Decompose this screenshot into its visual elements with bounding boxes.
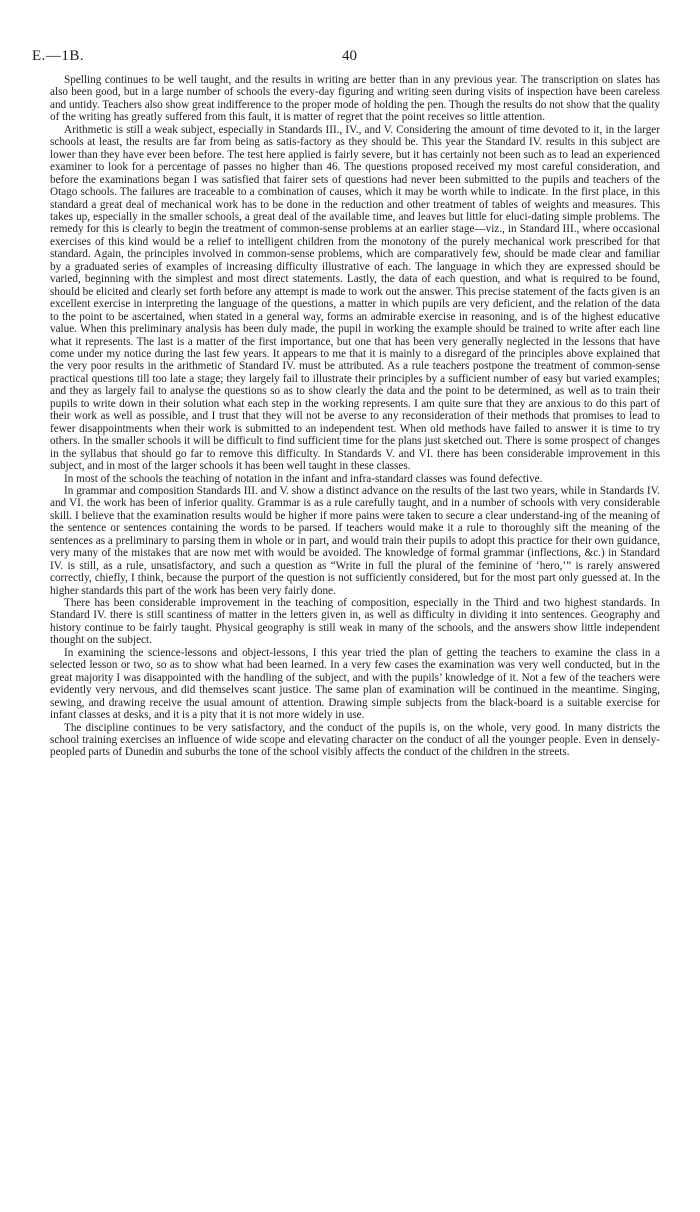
- page-number: 40: [342, 48, 357, 64]
- document-page: [32, 48, 660, 759]
- paragraph-discipline: The discipline continues to be very satisfactory, and the conduct of the pupils is, on the whole, very good. In many districts the school training exercises an influence of wide scope and elevating character on the conduct of all the younger people. Even in densely-peopled parts of Dunedin and suburbs the tone of the school visibly affects the conduct of the children in the streets.: [50, 721, 660, 759]
- report-body: [50, 74, 660, 759]
- paragraph-composition: There has been considerable improvement in the teaching of composition, especially in the Third and two highest standards. In Standard IV. there is still scantiness of matter in the letters given in, as well as difficulty in dividing it into sentences. Geography and history continue to be fairly taught. Physical geography is still weak in many of the schools, and the answers show little independent thought on the subject.: [50, 597, 660, 647]
- paragraph-arithmetic: Arithmetic is still a weak subject, especially in Standards III., IV., and V. Considering the amount of time devoted to it, in the larger schools at least, the results are far from being as satis-factory as they should be. This year the Standard IV. results in this subject are lower than they have ever been before. The test here applied is fairly severe, but it has certainly not been such as to lead an experienced examiner to look for a percentage of passes no higher than 46. The questions proposed received my most careful consideration, and before the examinations began I was satisfied that fairer sets of questions had never been submitted to the pupils and teachers of the Otago schools. The failures are traceable to a combination of causes, which it may be worth while to indicate. In the first place, in this standard a great deal of mechanical work has to be done in the reduction and other treatment of tables of weights and measures. This takes up, especially in the smaller schools, a great deal of the available time, and leaves but little for eluci-dating simple problems. The remedy for this is clearly to begin the treatment of common-sense problems at an earlier stage—viz., in Standard III., where occasional exercises of this kind would be a relief to intelligent children from the monotony of the purely mechanical work prescribed for that standard. Again, the principles involved in common-sense problems, which are comparatively few, should be made clear and familiar by a graduated series of examples of increasing difficulty illustrative of each. The language in which they are expressed should be varied, beginning with the simplest and most direct statements. Lastly, the data of each question, and what is required to be found, should be elicited and clearly set forth before any attempt is made to work out the answer. This precise statement of the facts given is an excellent exercise in interpreting the language of the questions, a matter in which pupils are very deficient, and the relation of the data to the point to be ascertained, when stated in a general way, forms an admirable exercise in reasoning, and is of the highest educative value. When this preliminary analysis has been duly made, the pupil in working the example should be trained to write after each line what it represents. The last is a matter of the first importance, but one that has been very generally neglected in the lessons that have come under my notice during the last few years. It appears to me that it is mainly to a disregard of the principles above explained that the very poor results in the arithmetic of Standard IV. must be attributed. As a rule teachers postpone the treatment of common-sense practical questions till too late a stage; they largely fail to illustrate their principles by a sufficient number of easy but varied examples; and they as largely fail to analyse the questions so as to show clearly the data and the point to be determined, as well as to train their pupils to write down in their solution what each step in the working represents. I am quite sure that they are anxious to do this part of their work as well as possible, and I trust that they will not be averse to any reconsideration of their methods that promises to lead to fewer disappointments when their work is submitted to an independent test. When old methods have failed to answer it is time to try others. In the smaller schools it will be difficult to find sufficient time for the plans just sketched out. There is some prospect of changes in the syllabus that should go far to remove this difficulty. In Standards V. and VI. there has been considerable improvement in this subject, and in most of the larger schools it has been well taught in these classes.: [50, 123, 660, 473]
- page-header: [32, 48, 660, 74]
- paragraph-grammar: In grammar and composition Standards III. and V. show a distinct advance on the results of the last two years, while in Standards IV. and VI. the work has been of inferior quality. Grammar is as a rule carefully taught, and in a number of schools with very considerable skill. I believe that the examination results would be higher if more pains were taken to secure a clear understand-ing of the meaning of the sentence or sentences containing the words to be parsed. If teachers would make it a rule to thoroughly sift the meaning of the sentences as a preliminary to parsing them in whole or in part, and would train their pupils to adopt this practice for their own guidance, very many of the mistakes that are now met with would be avoided. The knowledge of formal grammar (inflections, &c.) in Standard IV. is still, as a rule, unsatisfactory, and such a question as “Write in full the plural of the feminine of ‘hero,’” is rarely answered correctly, chiefly, I think, because the purport of the question is not sufficiently considered, but for the most part only guessed at. In the higher standards this part of the work has been very fairly done.: [50, 484, 660, 597]
- paragraph-notation: In most of the schools the teaching of notation in the infant and infra-standard classes was found defective.: [64, 472, 543, 485]
- series-code: E.—1B.: [32, 48, 85, 64]
- paragraph-spelling: Spelling continues to be well taught, and the results in writing are better than in any previous year. The transcription on slates has also been good, but in a large number of schools the every-day figuring and writing seen during visits of inspection have been careless and untidy. Teachers also show great indifference to the proper mode of holding the pen. Though the results do not show that the quality of the writing has greatly suffered from this fault, it is matter of regret that the point receives so little attention.: [50, 74, 660, 124]
- paragraph-science-lessons: In examining the science-lessons and object-lessons, I this year tried the plan of getting the teachers to examine the class in a selected lesson or two, so as to show what had been learned. In a very few cases the examination was very well conducted, but in the great majority I was disappointed with the handling of the subject, and with the pupils’ knowledge of it. Not a few of the teachers were evidently very nervous, and did themselves scant justice. The same plan of examination will be continued in the meantime. Singing, sewing, and drawing receive the usual amount of attention. Drawing simple subjects from the black-board is a suitable exercise for infant classes at desks, and it is a pity that it is not more widely in use.: [50, 646, 660, 722]
